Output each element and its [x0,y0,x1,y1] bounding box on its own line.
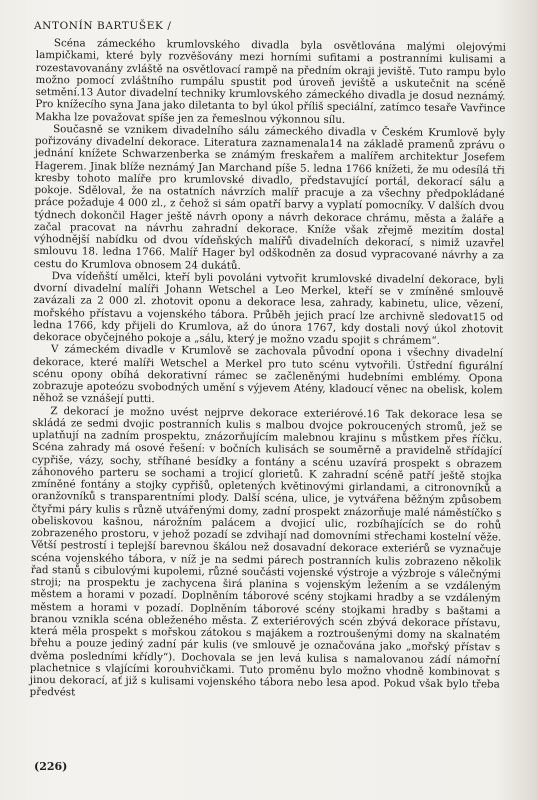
paragraph: V zámeckém divadle v Krumlově se zachovala původní opona i všechny divadelní dekorace, které malíři Wetschel a Merkel pro tuto scénu vytvořili. Ústřední figurální scénu opony obíhá dekorativní rámec se začleněnými hudebními emblémy. Opona zobrazuje apoteózu svobodných umění s výjevem Atény, kladoucí věnec na obelisk, kolem něhož se vznášejí putti. [32,343,504,406]
paragraph: Dva vídeňští umělci, kteří byli povoláni vytvořit krumlovské divadelní dekorace, byli dvorní divadelní malíři Johann Wetschel a Leo Merkel, kteří se v zmíněné smlouvě zavázali za 2 000 zl. zhotovit oponu a dekorace lesa, zahrady, kabinetu, ulice, vězení, mořského přístavu a vojenského tábora. Průběh jejich prací lze archivně sledovat15 od ledna 1766, kdy přijeli do Krumlova, až do února 1767, kdy dostali nový úkol zhotovit dekorace obyčejného pokoje a „sálu, který je možno vzadu spojit s chrámem“. [33,269,504,347]
page-number: (226) [34,760,68,773]
body-text [30,37,506,703]
paragraph: Scéna zámeckého krumlovského divadla byla osvětlována malými olejovými lampičkami, které byly rozvěšovány mezi horními sufitami a postranními kulisami a rozestavovanány zvláště na osvětlovací rampě na předním okraji jeviště. Tuto rampu bylo možno pomocí zvláštního rumpálu spustit pod úroveň jeviště a uskutečnit na scéně setmění.13 Autor divadelní techniky krumlovského zámeckého divadla je dosud neznámý. Pro knížecího syna Jana jako diletanta to byl úkol příliš speciální, zatímco tesaře Vavřince Makha lze považovat spíše jen za řemeslnou výkonnou sílu. [35,37,506,126]
paragraph: Z dekorací je možno uvést nejprve dekorace exteriérové.16 Tak dekorace lesa se skládá ze sedmi dvojic postranních kulis s malbou dvojce pokroucených stromů, jež se uplatňují na zadním prospektu, znázorňujícím malebnou krajinu s můstkem přes říčku. Scéna zahrady má osové řešení: v bočních kulisách se souměrně a pravidelně střídající cypřiše, vázy, sochy, stříhané besídky a fontány a scénu uzavírá prospekt s obrazem záhonového parteru se sochami a trojicí glorietů. K zahradní scéně patří ještě stojka zmíněné fontány a stojky cypřišů, opletených květinovými girlandami, a citronovníků a oranžovníků s transparentními plody. Další scéna, ulice, je vytvářena běžným způsobem čtyřmi páry kulis s různě utvářenými domy, zadní prospekt znázorňuje malé náměstíčko s obeliskovou kašnou, nárožním palácem a dvojicí ulic, rozbíhajících se do rohů zobrazeného prostoru, v jehož pozadí se zdvihají nad domovními střechami kostelní věže. Větší pestrostí i teplejší barevnou škálou než dosavadní dekorace exteriérů se vyznačuje scéna vojenského tábora, v níž je na sedmi párech postranních kulis zobrazeno několik řad stanů s cibulovými kupolemi, různé součásti vojenské výstroje a výzbroje s válečnými stroji; na prospektu je zachycena širá planina s vojenským ležením a se vzdáleným městem a horami v pozadí. Doplněním táborové scény stojkami hradby a se vzdáleným městem a horami v pozadí. Doplněním táborové scény stojkami hradby s baštami a branou vznikla scéna obleženého města. Z exteriérových scén zbývá dekorace přístavu, která měla prospekt s mořskou zátokou s majákem a roztroušenými domy na skalnatém břehu a pouze jediný zadní pár kulis (ve smlouvě je označována jako „mořský přístav s dvěma posledními křídly“). Dochovala se jen levá kulisa s namalovanou zádí námořní plachetnice s vlajícími korouhvičkami. Tuto proměnu bylo možno vhodně kombinovat s jinou dekorací, ať již s kulisami vojenského tábora nebo lesa apod. Pokud však bylo třeba předvést [29,404,503,699]
paragraph: Současně se vznikem divadelního sálu zámeckého divadla v Českém Krumlově byly pořizovány divadelní dekorace. Literatura zaznamenala14 na základě pramenů zprávu o jednání knížete Schwarzenberka se známým freskařem a malířem architektur Josefem Hagerem. Jinak blíže neznámý Jan Marchand píše 5. ledna 1766 knížeti, že mu odesílá tři kresby tohoto malíře pro krumlovské divadlo, představující portál, dekorací sálu a pokoje. Sděloval, že na ostatních návrzích malíř pracuje a za všechny předpokládané práce požaduje 4 000 zl., z čehož si sám opatří barvy a vyplatí pomocníky. V dalších dvou týdnech dokončil Hager ještě návrh opony a návrh dekorace chrámu, města a žaláře a začal pracovat na návrhu zahradní dekorace. Kníže však zřejmě mezitím dostal výhodnější nabídku od dvou vídeňských malířů divadelních dekorací, s nimiž uzavřel smlouvu 18. ledna 1766. Malíř Hager byl odškodněn za dosud vypracované návrhy a za cestu do Krumlova obnosem 24 dukátů. [33,122,506,272]
running-head: ANTONÍN BARTUŠEK / [34,20,172,32]
